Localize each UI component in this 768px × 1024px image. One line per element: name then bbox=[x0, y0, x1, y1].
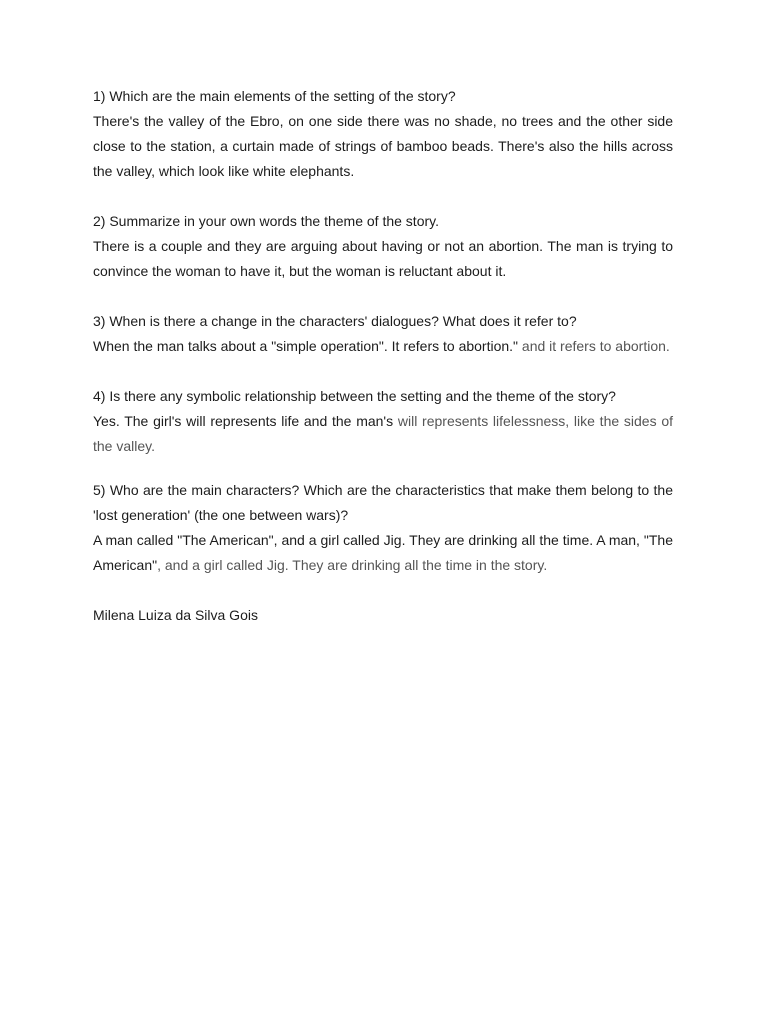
document-page bbox=[93, 84, 673, 628]
answer-5-main: A man called "The American", and a girl called Jig. They are drinking all the time. A man, "The American" bbox=[93, 532, 673, 573]
answer-2: There is a couple and they are arguing about having or not an abortion. The man is trying to convince the woman to have it, but the woman is reluctant about it. bbox=[93, 238, 673, 279]
answer-1: There's the valley of the Ebro, on one side there was no shade, no trees and the other side close to the station, a curtain made of strings of bamboo beads. There's also the hills across the valley, which look like white elephants. bbox=[93, 113, 673, 179]
question-4: 4) Is there any symbolic relationship between the setting and the theme of the story? bbox=[93, 388, 616, 404]
answer-5-extra: , and a girl called Jig. They are drinking all the time in the story. bbox=[157, 557, 548, 573]
question-5: 5) Who are the main characters? Which are the characteristics that make them belong to the 'lost generation' (the one between wars)? bbox=[93, 482, 673, 523]
question-block-4 bbox=[93, 384, 673, 459]
answer-3-main: When the man talks about a "simple operation". It refers to abortion." bbox=[93, 338, 519, 354]
question-block-3 bbox=[93, 309, 673, 359]
question-block-1 bbox=[93, 84, 673, 184]
question-2: 2) Summarize in your own words the theme of the story. bbox=[93, 213, 439, 229]
author-signature: Milena Luiza da Silva Gois bbox=[93, 607, 258, 623]
answer-4-extra: will represents lifelessness, like the sides of the valley. bbox=[93, 413, 673, 454]
answer-3-extra: and it refers to abortion. bbox=[521, 338, 670, 354]
answer-3 bbox=[93, 334, 673, 359]
question-3: 3) When is there a change in the characters' dialogues? What does it refer to? bbox=[93, 313, 577, 329]
question-block-5 bbox=[93, 478, 673, 578]
answer-4-main: Yes. The girl's will represents life and the man's bbox=[93, 413, 394, 429]
question-1: 1) Which are the main elements of the setting of the story? bbox=[93, 88, 456, 104]
answer-4 bbox=[93, 409, 673, 459]
question-block-2 bbox=[93, 209, 673, 284]
answer-5 bbox=[93, 528, 673, 578]
